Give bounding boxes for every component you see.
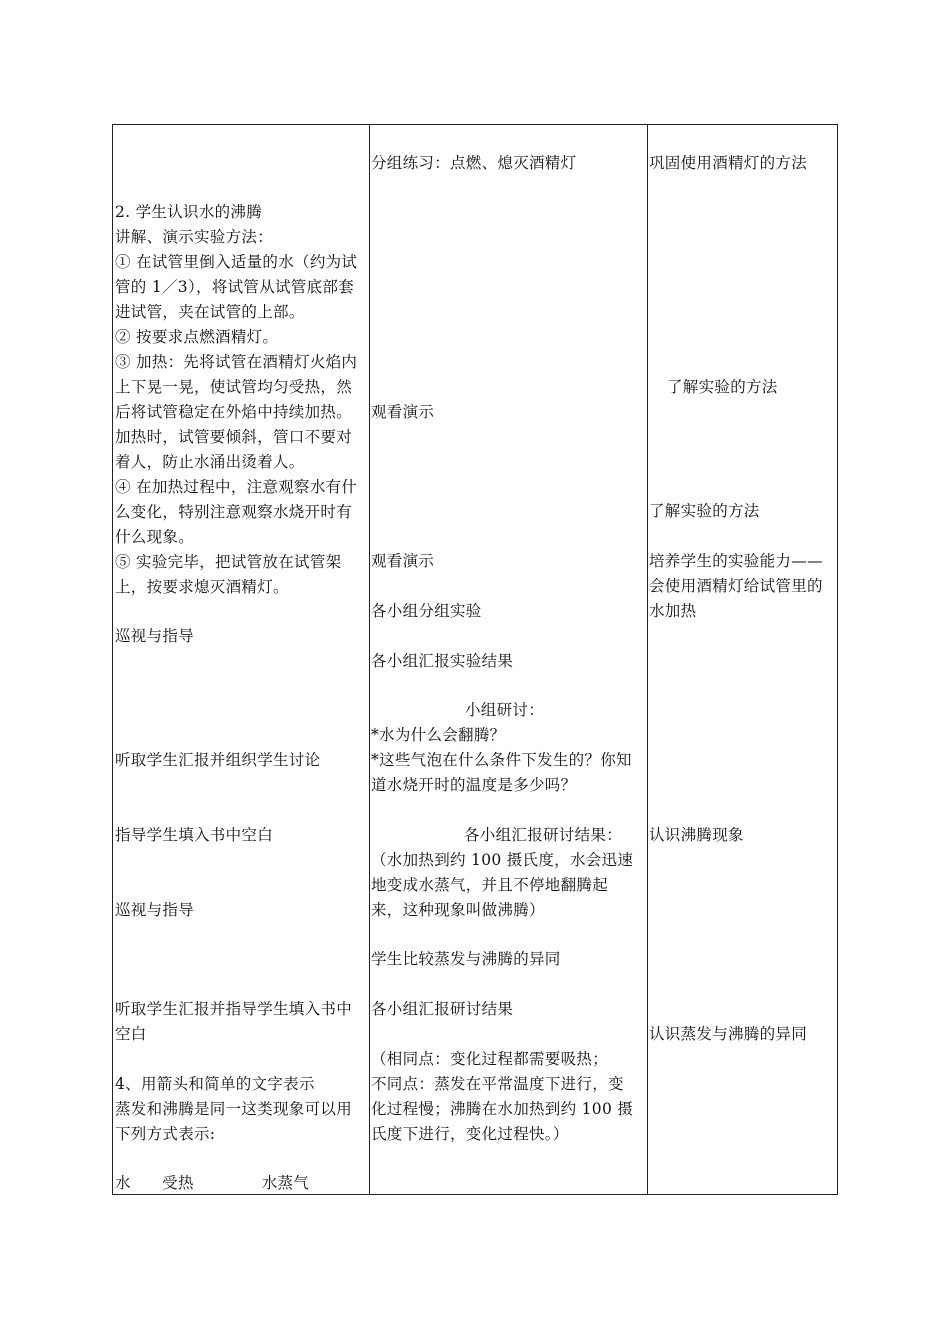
col2-line: （水加热到约 100 摄氏度，水会迅速 xyxy=(371,851,634,869)
col2-line: 不同点：蒸发在平常温度下进行，变 xyxy=(371,1075,624,1093)
col1-line: 加热时，试管要倾斜，管口不要对 xyxy=(115,428,353,446)
col1-line: 着人，防止水涌出烫着人。 xyxy=(115,453,305,471)
col2-line: *水为什么会翻腾？ xyxy=(371,726,506,744)
col2-line: 道水烧开时的温度是多少吗？ xyxy=(371,776,577,794)
col3-line: 了解实验的方法 xyxy=(649,502,760,520)
col1-line: ② 按要求点燃酒精灯。 xyxy=(115,328,279,346)
col1-line: 下列方式表示: xyxy=(115,1125,216,1143)
col1-line: 听取学生汇报并指导学生填入书中 xyxy=(115,1000,353,1018)
column-divider-2 xyxy=(647,125,648,1194)
col1-line: 巡视与指导 xyxy=(115,627,195,645)
col1-line: 管的 1／3），将试管从试管底部套 xyxy=(115,278,355,296)
col3-line: 会使用酒精灯给试管里的 xyxy=(649,577,823,595)
col1-line: 么变化，特别注意观察水烧开时有 xyxy=(115,503,353,521)
col1-line: 巡视与指导 xyxy=(115,901,195,919)
col2-line: 来，这种现象叫做沸腾） xyxy=(371,901,545,919)
col3-line: 巩固使用酒精灯的方法 xyxy=(649,154,808,172)
col2-line: *这些气泡在什么条件下发生的？你知 xyxy=(371,751,632,769)
column-divider-1 xyxy=(369,125,370,1194)
col2-line: （相同点：变化过程都需要吸热； xyxy=(371,1050,609,1068)
col1-line: 蒸发和沸腾是同一这类现象可以用 xyxy=(115,1100,353,1118)
col1-line: ① 在试管里倒入适量的水（约为试 xyxy=(115,253,358,271)
col2-line: 观看演示 xyxy=(371,403,435,421)
col3-line: 认识蒸发与沸腾的异同 xyxy=(649,1025,808,1043)
col2-line: 各小组汇报研讨结果 xyxy=(371,1000,514,1018)
col2-line: 观看演示 xyxy=(371,552,435,570)
col1-line: 水 受热 水蒸气 xyxy=(115,1174,310,1192)
col1-line: 指导学生填入书中空白 xyxy=(115,826,274,844)
col2-line: 各小组汇报实验结果 xyxy=(371,652,514,670)
col1-line: 上下晃一晃，使试管均匀受热，然 xyxy=(115,378,353,396)
col2-line: 各小组分组实验 xyxy=(371,602,482,620)
col1-line: 空白 xyxy=(115,1025,147,1043)
col1-line: 后将试管稳定在外焰中持续加热。 xyxy=(115,403,353,421)
col3-line: 了解实验的方法 xyxy=(667,378,778,396)
col1-line: 听取学生汇报并组织学生讨论 xyxy=(115,751,321,769)
col2-line: 地变成水蒸气，并且不停地翻腾起 xyxy=(371,876,609,894)
col2-line: 小组研讨： xyxy=(465,701,545,719)
col1-line: 上，按要求熄灭酒精灯。 xyxy=(115,578,289,596)
col3-line: 认识沸腾现象 xyxy=(649,826,744,844)
col2-line: 化过程慢；沸腾在水加热到约 100 摄 xyxy=(371,1100,634,1118)
col1-line: 进试管，夹在试管的上部。 xyxy=(115,303,305,321)
col2-line: 分组练习：点燃、熄灭酒精灯 xyxy=(371,154,577,172)
col1-line: 4、用箭头和简单的文字表示 xyxy=(115,1075,315,1093)
col1-line: 什么现象。 xyxy=(115,528,195,546)
col1-line: 讲解、演示实验方法： xyxy=(115,228,274,246)
col1-line: ③ 加热：先将试管在酒精灯火焰内 xyxy=(115,353,358,371)
col1-line: ⑤ 实验完毕，把试管放在试管架 xyxy=(115,553,342,571)
col1-line: 2. 学生认识水的沸腾 xyxy=(115,203,263,221)
col2-line: 学生比较蒸发与沸腾的异同 xyxy=(371,950,561,968)
col2-line: 各小组汇报研讨结果： xyxy=(464,826,623,844)
col3-line: 培养学生的实验能力—— xyxy=(649,552,823,570)
col1-line: ④ 在加热过程中，注意观察水有什 xyxy=(115,478,358,496)
col2-line: 氏度下进行，变化过程快。） xyxy=(371,1125,569,1143)
lesson-plan-table xyxy=(112,124,838,1195)
col3-line: 水加热 xyxy=(649,602,697,620)
